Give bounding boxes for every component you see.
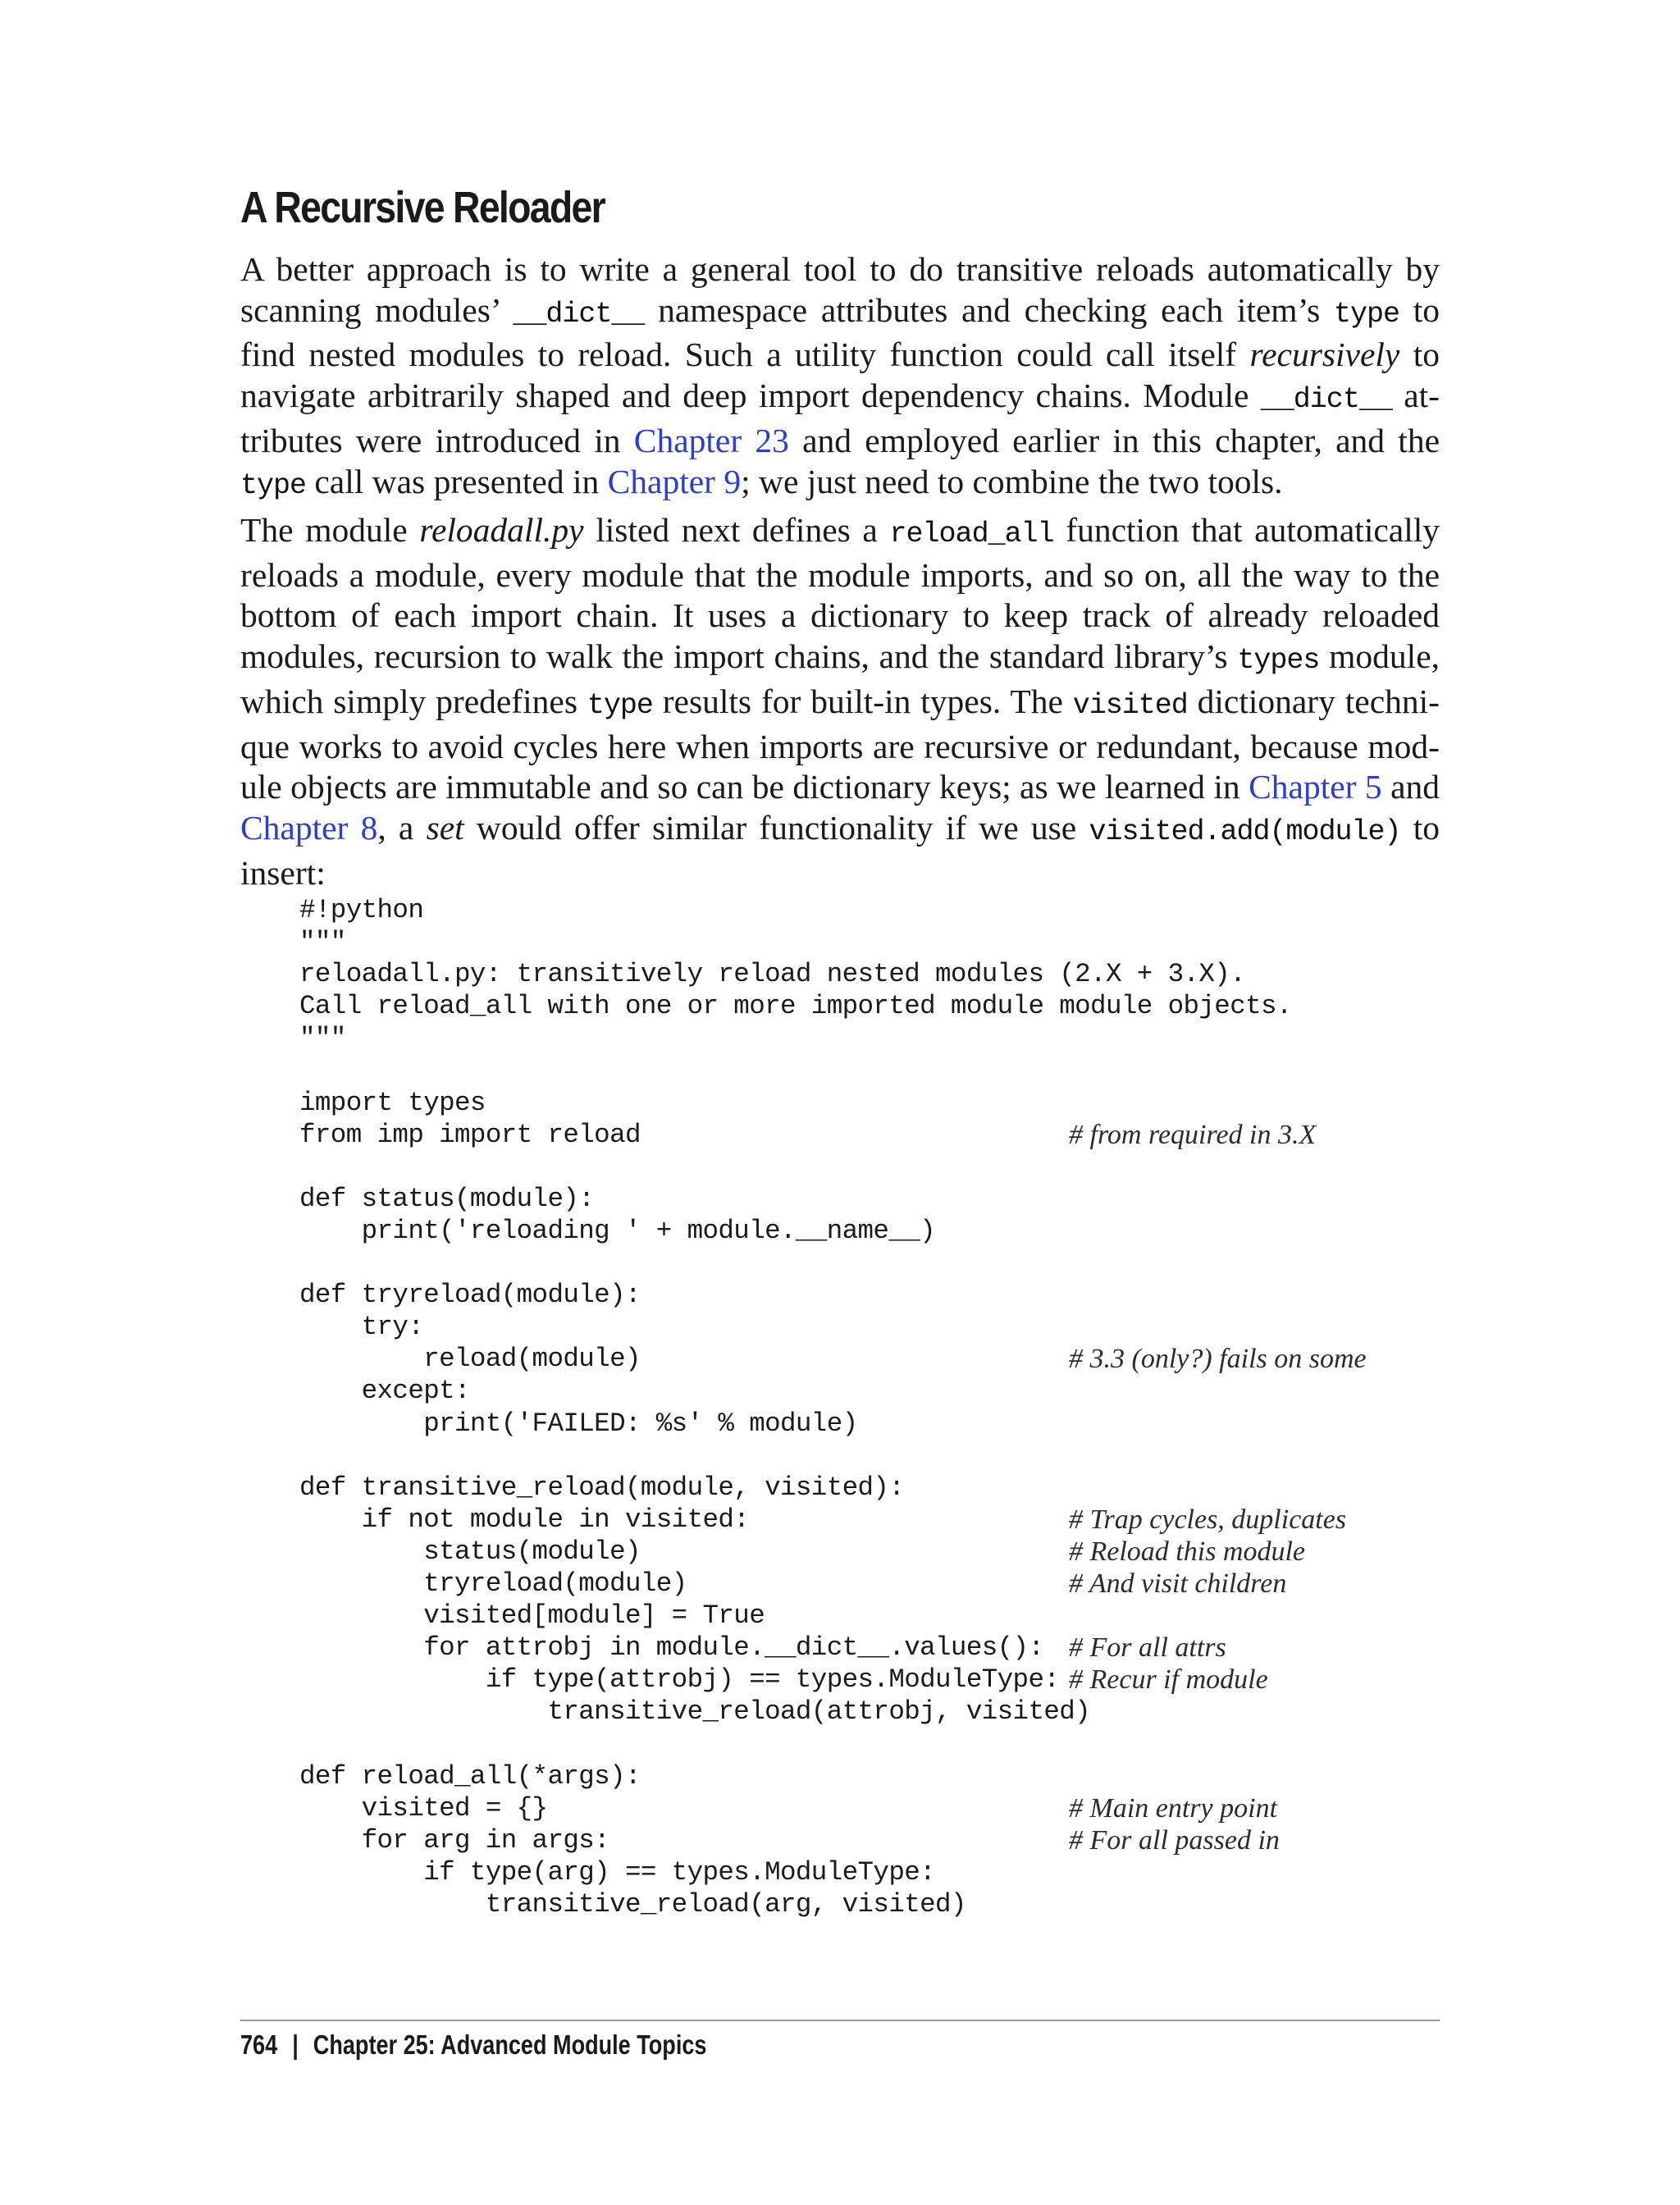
text-run: and	[1381, 768, 1440, 806]
code-listing	[299, 894, 1440, 1920]
paragraph-intro	[240, 249, 1440, 506]
code-comment: # Trap cycles, duplicates	[1069, 1504, 1347, 1535]
code-text: if not module in visited:	[299, 1504, 750, 1535]
footer-separator: |	[292, 2029, 299, 2060]
inline-code: type	[240, 468, 307, 502]
page-footer	[240, 2029, 706, 2061]
code-line	[299, 1696, 1440, 1728]
inline-code: type	[587, 688, 653, 722]
text-run: ; we just need to combine the two tools.	[741, 462, 1283, 500]
code-line	[299, 1504, 1440, 1536]
code-line	[299, 1856, 1440, 1888]
inline-code: __dict__	[513, 297, 645, 331]
text-run: namespace attributes and checking each item’s	[644, 290, 1334, 329]
text-run: to find nested modules to reload. Such a utility function could call itself	[240, 290, 1440, 374]
code-text: status(module)	[299, 1536, 641, 1567]
code-line	[299, 1279, 1440, 1311]
link-chapter-5[interactable]: Chapter 5	[1249, 768, 1382, 806]
code-line	[299, 1087, 1440, 1119]
inline-code: visited	[1072, 688, 1188, 722]
code-text: def status(module):	[299, 1183, 595, 1214]
text-run: call was presented in	[306, 462, 608, 500]
code-text: visited[module] = True	[299, 1600, 765, 1632]
code-line	[299, 958, 1440, 990]
code-text: def reload_all(*args):	[299, 1760, 641, 1792]
code-line	[299, 1408, 1440, 1440]
page-number: 764	[240, 2029, 278, 2060]
code-line	[299, 1792, 1440, 1824]
link-chapter-8[interactable]: Chapter 8	[240, 808, 378, 847]
text-run: function that automatically reloads a module, every module that the module imports, and so on, all the way to the bottom of each import chain. It uses a dictionary to keep track of already reloaded modules, recursion to walk the import chains, and the standard library’s	[240, 511, 1440, 676]
code-text: if type(arg) == types.ModuleType:	[299, 1856, 936, 1888]
text-run: results for built-in types. The	[652, 682, 1073, 720]
code-text: tryreload(module)	[299, 1568, 687, 1599]
emphasis: set	[426, 808, 464, 847]
footer-divider	[240, 2020, 1440, 2021]
code-text: """	[299, 927, 346, 958]
code-text: except:	[299, 1376, 470, 1407]
text-run: The module	[240, 511, 420, 549]
code-line	[299, 1472, 1440, 1504]
code-line	[299, 1247, 1440, 1279]
inline-code: reload_all	[889, 518, 1054, 550]
code-text: import types	[299, 1087, 486, 1118]
code-line	[299, 1728, 1440, 1760]
code-line	[299, 1183, 1440, 1215]
code-line	[299, 1151, 1440, 1183]
code-line	[299, 1215, 1440, 1247]
code-line	[299, 1343, 1440, 1375]
code-comment: # Reload this module	[1069, 1536, 1306, 1567]
text-run: , a	[377, 808, 427, 847]
code-comment: # Main entry point	[1069, 1792, 1278, 1824]
code-line	[299, 1119, 1440, 1151]
book-page	[240, 0, 1440, 2205]
code-line	[299, 1888, 1440, 1920]
inline-code: type	[1334, 297, 1400, 331]
code-text: Call reload_all with one or more imported module module objects.	[299, 991, 1292, 1022]
text-run: to navigate arbitrarily shaped and deep import dependency chains. Module	[240, 336, 1440, 415]
code-text: def tryreload(module):	[299, 1280, 641, 1311]
code-line	[299, 1760, 1440, 1792]
inline-code: types	[1237, 644, 1320, 678]
code-comment: # from required in 3.X	[1069, 1119, 1317, 1150]
code-line	[299, 1568, 1440, 1600]
code-text: reloadall.py: transitively reload nested modules (2.X + 3.X).	[299, 959, 1246, 990]
code-text: try:	[299, 1312, 424, 1343]
footer-chapter-title: Chapter 25: Advanced Module Topics	[313, 2029, 707, 2060]
inline-code: __dict__	[1260, 383, 1392, 417]
text-run: would offer similar functionality if we use	[463, 808, 1089, 847]
code-line	[299, 1632, 1440, 1664]
code-line	[299, 1536, 1440, 1568]
code-line	[299, 1375, 1440, 1407]
code-comment: # 3.3 (only?) fails on some	[1069, 1344, 1367, 1375]
code-line	[299, 1054, 1440, 1086]
text-run: A better approach is to write a general tool to do transitive reloads automatically by scanning modules’	[240, 250, 1440, 329]
code-text: reload(module)	[299, 1344, 641, 1375]
code-line	[299, 1600, 1440, 1632]
code-line	[299, 1440, 1440, 1472]
emphasis: reloadall.py	[419, 511, 584, 549]
code-text: def transitive_reload(module, visited):	[299, 1472, 905, 1503]
text-run: listed next defines a	[583, 511, 890, 549]
code-comment: # For all passed in	[1069, 1824, 1280, 1856]
code-line	[299, 1022, 1440, 1054]
text-run: dictionary technique works to avoid cycles here when imports are recursive or redundant, because module objects are immutable and so can be dictionary keys; as we learned in	[240, 682, 1440, 806]
code-text: #!python	[299, 895, 424, 925]
code-text: transitive_reload(arg, visited)	[299, 1888, 966, 1920]
link-chapter-23[interactable]: Chapter 23	[633, 421, 789, 459]
code-line	[299, 1824, 1440, 1856]
text-run: to insert:	[240, 808, 1440, 892]
code-text: """	[299, 1023, 346, 1054]
code-text: visited = {}	[299, 1792, 548, 1824]
code-text: if type(attrobj) == types.ModuleType:	[299, 1664, 1060, 1696]
code-text: print('reloading ' + module.__name__)	[299, 1215, 936, 1246]
link-chapter-9[interactable]: Chapter 9	[607, 462, 742, 500]
code-comment: # For all attrs	[1069, 1632, 1226, 1664]
code-line	[299, 926, 1440, 958]
code-text: print('FAILED: %s' % module)	[299, 1408, 858, 1439]
code-text: from imp import reload	[299, 1119, 641, 1150]
emphasis: recursively	[1249, 336, 1400, 374]
inline-code: visited.add(module)	[1089, 815, 1401, 848]
text-run: module, which simply predefines	[240, 637, 1440, 720]
section-title: A Recursive Reloader	[240, 183, 605, 232]
code-line	[299, 894, 1440, 926]
code-comment: # Recur if module	[1069, 1664, 1268, 1696]
paragraph-reloadall	[240, 510, 1440, 893]
code-text: for attrobj in module.__dict__.values():	[299, 1632, 1044, 1664]
text-run: attributes were introduced in	[240, 377, 1440, 459]
code-line	[299, 1664, 1440, 1696]
code-text: transitive_reload(attrobj, visited)	[299, 1696, 1091, 1728]
code-text: for arg in args:	[299, 1824, 610, 1856]
code-line	[299, 1311, 1440, 1343]
code-line	[299, 990, 1440, 1022]
code-comment: # And visit children	[1069, 1568, 1287, 1599]
text-run: and employed earlier in this chapter, and the	[788, 421, 1440, 459]
